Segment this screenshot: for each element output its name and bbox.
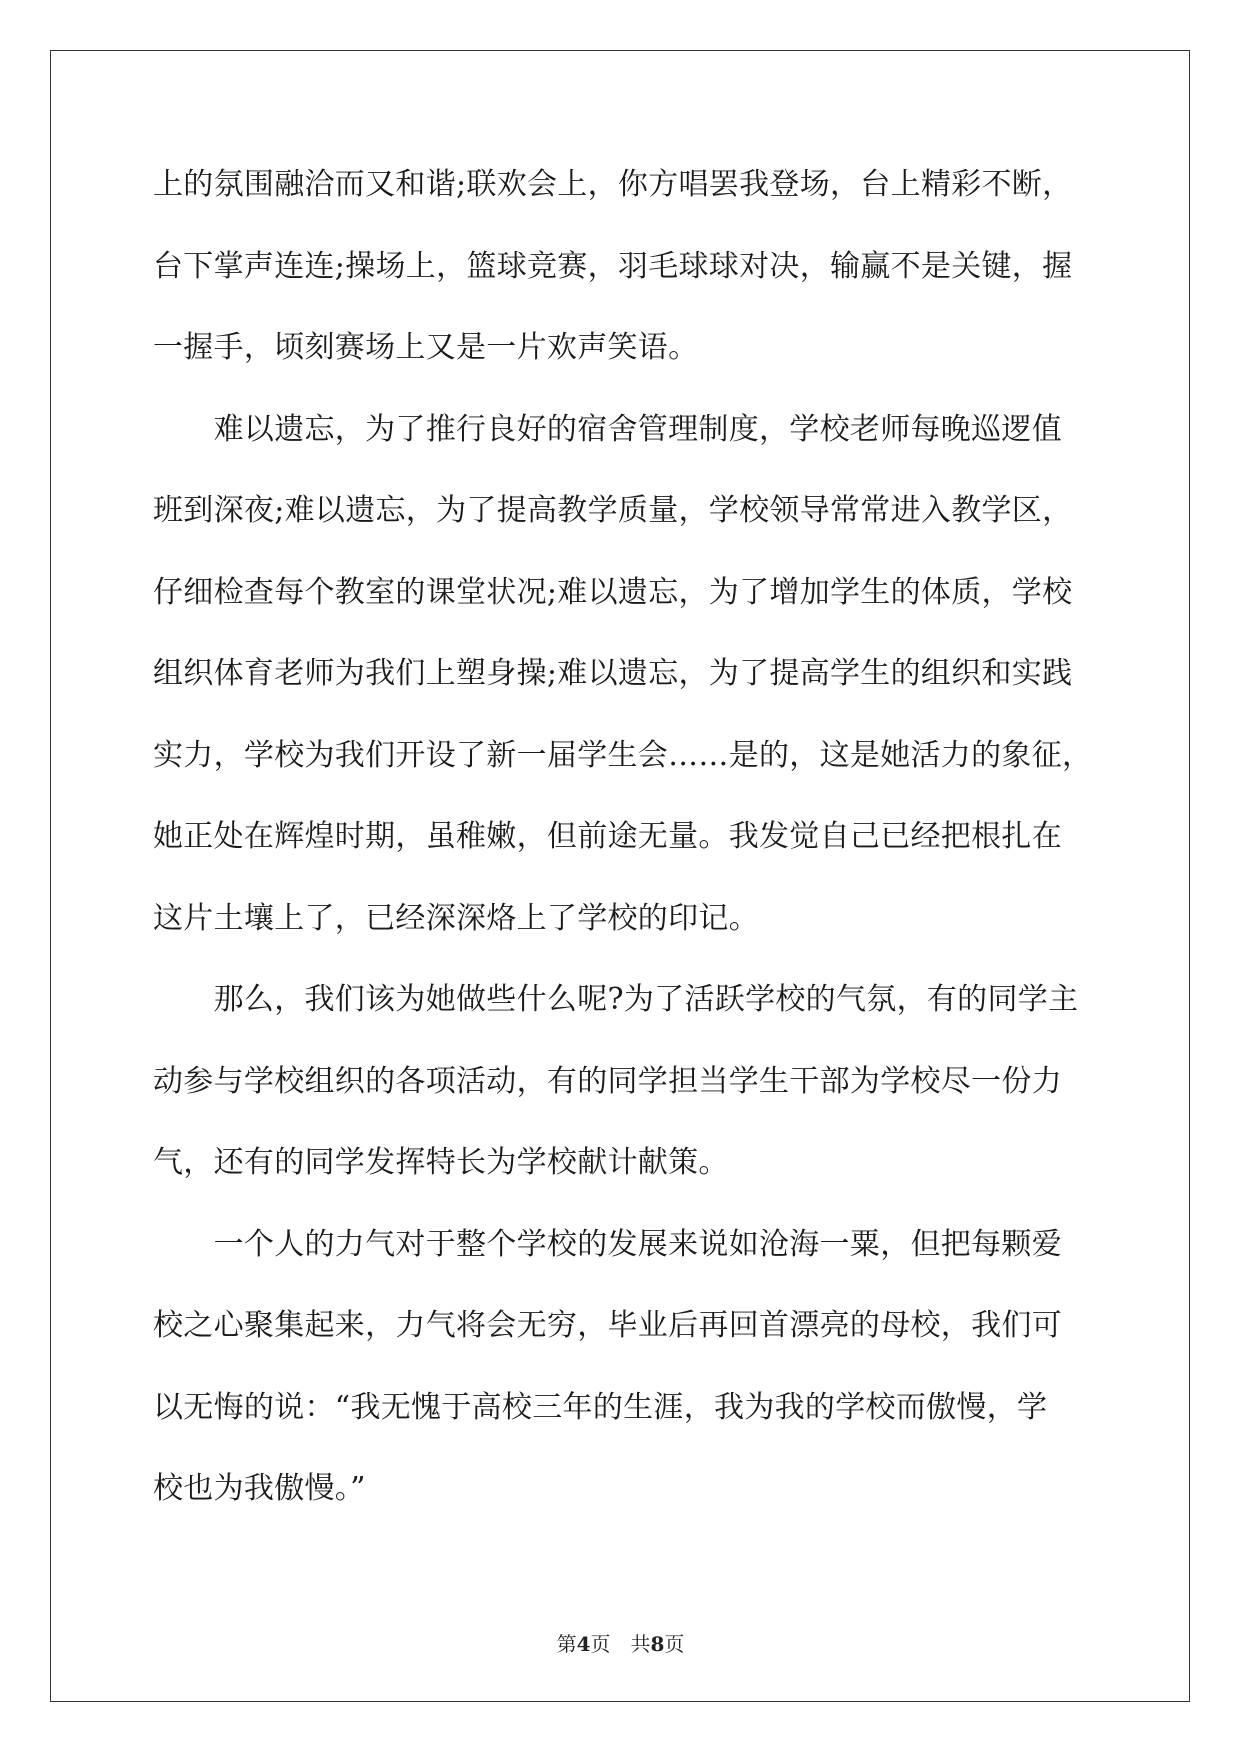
footer-middle: 页 共 — [590, 1632, 651, 1656]
text-line: 动参与学校组织的各项活动，有的同学担当学生干部为学校尽一份力 — [153, 1063, 1062, 1099]
text-line: 她正处在辉煌时期，虽稚嫩，但前途无量。我发觉自己已经把根扎在 — [153, 819, 1062, 854]
text-line: 气，还有的同学发挥特长为学校献计献策。 — [153, 1145, 729, 1180]
text-line: 那么，我们该为她做些什么呢?为了活跃学校的气氛，有的同学主 — [153, 982, 1079, 1017]
text-line: 上的氛围融洽而又和谐;联欢会上，你方唱罢我登场，台上精彩不断， — [153, 167, 1073, 202]
text-line: 一个人的力气对于整个学校的发展来说如沧海一粟，但把每颗爱 — [153, 1226, 1062, 1262]
page-footer — [0, 1632, 1241, 1656]
text-line: 实力，学校为我们开设了新一届学生会……是的，这是她活力的象征， — [153, 737, 1093, 773]
text-line: 台下掌声连连;操场上，篮球竞赛，羽毛球球对决，输赢不是关键，握 — [153, 248, 1073, 284]
footer-suffix: 页 — [664, 1632, 685, 1656]
footer-prefix: 第 — [556, 1632, 577, 1656]
document-body — [153, 165, 1093, 1551]
text-line: 难以遗忘，为了推行良好的宿舍管理制度，学校老师每晚巡逻值 — [153, 411, 1062, 447]
total-page-number: 8 — [650, 1632, 665, 1656]
current-page-number: 4 — [576, 1632, 591, 1656]
text-line: 这片土壤上了，已经深深烙上了学校的印记。 — [153, 900, 759, 936]
text-line: 仔细检查每个教室的课堂状况;难以遗忘，为了增加学生的体质，学校 — [153, 574, 1073, 610]
text-line: 一握手，顷刻赛场上又是一片欢声笑语。 — [153, 330, 699, 365]
text-line: 校也为我傲慢。” — [153, 1471, 366, 1506]
text-line: 以无悔的说：“我无愧于高校三年的生涯，我为我的学校而傲慢，学 — [153, 1389, 1048, 1425]
text-line: 校之心聚集起来，力气将会无穷，毕业后再回首漂亮的母校，我们可 — [153, 1308, 1062, 1343]
text-line: 组织体育老师为我们上塑身操;难以遗忘，为了提高学生的组织和实践 — [153, 656, 1073, 691]
text-line: 班到深夜;难以遗忘，为了提高教学质量，学校领导常常进入教学区， — [153, 493, 1073, 528]
